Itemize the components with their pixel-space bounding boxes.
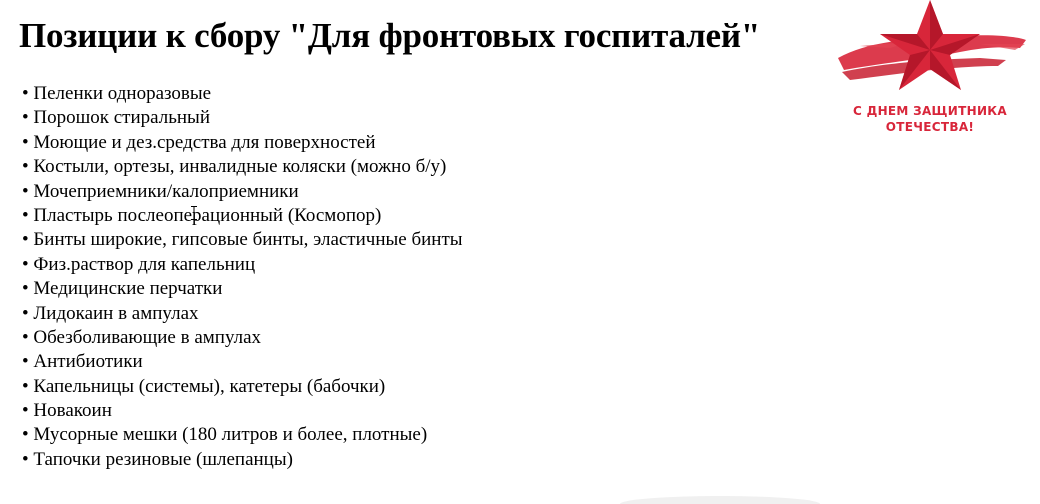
list-item: • Пеленки одноразовые — [22, 83, 212, 104]
list-item: • Тапочки резиновые (шлепанцы) — [22, 448, 293, 470]
page-title: Позиции к сбору "Для фронтовых госпиталей" — [19, 16, 761, 55]
list-item: • Порошок стиральный — [22, 107, 210, 129]
badge-line-2: ОТЕЧЕСТВА! — [885, 120, 975, 134]
donation-items-list — [22, 82, 463, 472]
list-item: • Обезболивающие в ампулах — [22, 326, 262, 348]
defender-day-badge — [830, 0, 1030, 150]
text-cursor-icon — [191, 206, 197, 220]
list-item: • Пластырь послеоперационный (Космопор) — [22, 204, 382, 226]
red-star-icon — [830, 0, 1030, 110]
shadow-decoration — [620, 494, 820, 504]
badge-caption — [830, 103, 1030, 135]
list-item: • Новакоин — [22, 400, 112, 422]
list-item: • Костыли, ортезы, инвалидные коляски (можно б/у) — [22, 156, 447, 178]
list-item: • Медицинские перчатки — [22, 278, 223, 300]
list-item: • Моющие и дез.средства для поверхностей — [22, 131, 376, 153]
list-item: • Мусорные мешки (180 литров и более, плотные) — [22, 424, 428, 446]
list-item: • Физ.раствор для капельниц — [22, 253, 256, 275]
list-item: • Антибиотики — [22, 351, 143, 373]
list-item: • Капельницы (системы), катетеры (бабочки) — [22, 375, 386, 397]
list-item: • Лидокаин в ампулах — [22, 302, 199, 324]
list-item: • Бинты широкие, гипсовые бинты, эластичные бинты — [22, 229, 463, 251]
list-item: • Мочеприемники/калоприемники — [22, 180, 299, 202]
badge-line-1: С ДНЕМ ЗАЩИТНИКА — [853, 104, 1007, 118]
